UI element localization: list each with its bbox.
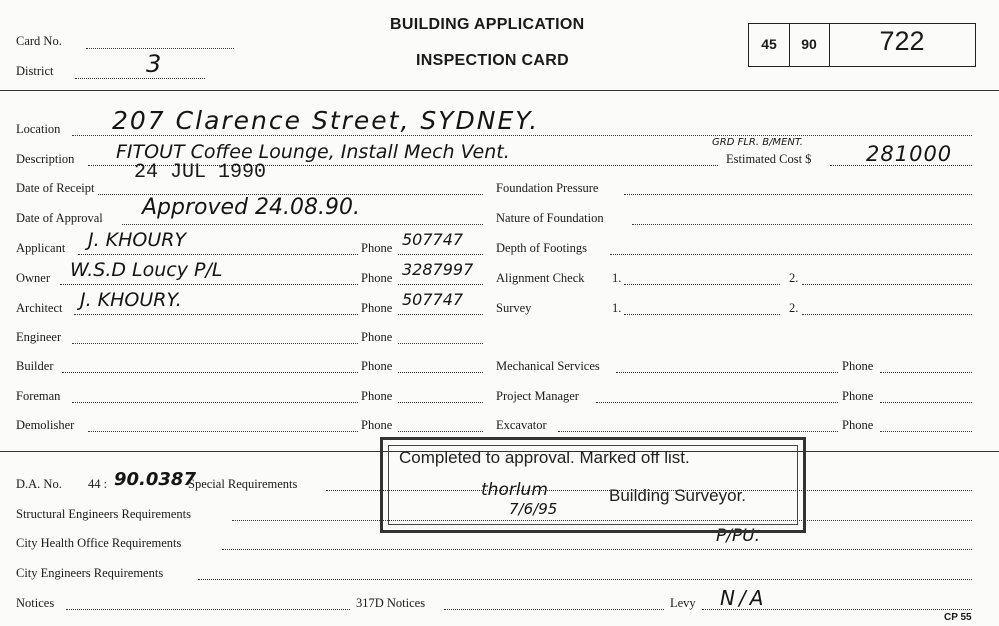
levy-label: Levy <box>670 596 696 610</box>
mechanical-phone-label: Phone <box>842 359 874 373</box>
date-approval-line <box>122 224 483 225</box>
nature-foundation-label: Nature of Foundation <box>496 211 604 225</box>
district-line <box>75 78 205 79</box>
architect-phone-label: Phone <box>361 301 393 315</box>
location-value: 207 Clarence Street, SYDNEY. <box>112 106 540 135</box>
engineer-line <box>72 343 358 344</box>
location-label: Location <box>16 122 61 136</box>
builder-label: Builder <box>16 359 54 373</box>
builder-phone-line <box>398 372 483 373</box>
alignment-num2: 2. <box>789 271 799 285</box>
district-value: 3 <box>146 50 162 78</box>
stamp-line2: Building Surveyor. <box>609 486 747 505</box>
survey-line2 <box>802 314 972 315</box>
ppu-note: P/PU. <box>716 526 761 546</box>
notices-317d-line <box>444 609 664 610</box>
title-line2: INSPECTION CARD <box>416 52 569 69</box>
architect-phone: 507747 <box>402 290 464 309</box>
box-number: 722 <box>879 26 925 56</box>
project-manager-label: Project Manager <box>496 389 579 403</box>
excavator-line <box>558 431 838 432</box>
form-code: CP 55 <box>944 612 972 623</box>
nature-foundation-line <box>632 224 972 225</box>
date-approval-value: Approved 24.08.90. <box>142 195 360 220</box>
architect-phone-line <box>398 314 483 315</box>
excavator-label: Excavator <box>496 418 547 432</box>
structural-label: Structural Engineers Requirements <box>16 507 191 521</box>
survey-line1 <box>624 314 780 315</box>
notices-label: Notices <box>16 596 55 610</box>
foreman-phone-label: Phone <box>361 389 393 403</box>
health-line <box>222 549 972 550</box>
applicant-phone-label: Phone <box>361 241 393 255</box>
title-line1: BUILDING APPLICATION <box>390 16 585 33</box>
foundation-pressure-label: Foundation Pressure <box>496 181 599 195</box>
foreman-phone-line <box>398 402 483 403</box>
engineer-phone-label: Phone <box>361 330 393 344</box>
date-approval-label: Date of Approval <box>16 211 103 225</box>
foreman-line <box>72 402 358 403</box>
project-manager-phone-label: Phone <box>842 389 874 403</box>
demolisher-phone-line <box>398 431 483 432</box>
applicant-phone-line <box>398 254 483 255</box>
box-code1: 45 <box>761 36 777 52</box>
architect-value: J. KHOURY. <box>80 289 182 311</box>
depth-footings-label: Depth of Footings <box>496 241 587 255</box>
survey-num2: 2. <box>789 301 799 315</box>
applicant-label: Applicant <box>16 241 66 255</box>
engineer-phone-line <box>398 343 483 344</box>
city-eng-label: City Engineers Requirements <box>16 566 164 580</box>
stamp-line1: Completed to approval. Marked off list. <box>399 448 690 467</box>
alignment-line2 <box>802 284 972 285</box>
levy-value: N/A <box>720 586 768 610</box>
project-manager-line <box>596 402 838 403</box>
owner-label: Owner <box>16 271 51 285</box>
date-receipt-label: Date of Receipt <box>16 181 95 195</box>
box-code2: 90 <box>801 36 817 52</box>
estimated-cost-value: 281000 <box>866 142 953 166</box>
alignment-check-label: Alignment Check <box>496 271 585 285</box>
da-value: 90.0387 <box>114 469 196 490</box>
excavator-phone-label: Phone <box>842 418 874 432</box>
excavator-phone-line <box>880 431 972 432</box>
alignment-line1 <box>624 284 780 285</box>
alignment-num1: 1. <box>612 271 622 285</box>
applicant-line <box>78 254 358 255</box>
architect-line <box>74 314 358 315</box>
demolisher-line <box>88 431 358 432</box>
district-label: District <box>16 64 54 78</box>
location-line <box>72 135 972 136</box>
depth-footings-line <box>610 254 972 255</box>
owner-value: W.S.D Loucy P/L <box>70 259 223 281</box>
notices-317d-label: 317D Notices <box>356 596 426 610</box>
architect-label: Architect <box>16 301 63 315</box>
health-label: City Health Office Requirements <box>16 536 182 550</box>
notices-line <box>66 609 350 610</box>
stamp-date: 7/6/95 <box>509 500 558 518</box>
builder-phone-label: Phone <box>361 359 393 373</box>
description-value: FITOUT Coffee Lounge, Install Mech Vent. <box>116 141 510 163</box>
description-label: Description <box>16 152 75 166</box>
stamp-signature: thorlum <box>481 480 548 500</box>
date-receipt-stamp: 24 JUL 1990 <box>134 161 267 184</box>
header-divider <box>0 90 999 91</box>
demolisher-label: Demolisher <box>16 418 75 432</box>
estimated-cost-label: Estimated Cost $ <box>726 152 812 166</box>
owner-phone-label: Phone <box>361 271 393 285</box>
applicant-phone: 507747 <box>402 230 464 249</box>
engineer-label: Engineer <box>16 330 62 344</box>
mechanical-line <box>616 372 838 373</box>
da-no-label: D.A. No. <box>16 477 62 491</box>
project-manager-phone-line <box>880 402 972 403</box>
foundation-pressure-line <box>624 194 972 195</box>
owner-phone: 3287997 <box>402 260 474 279</box>
card-no-label: Card No. <box>16 34 62 48</box>
completion-stamp <box>380 437 806 533</box>
owner-phone-line <box>398 284 483 285</box>
card-number-box <box>748 23 976 67</box>
applicant-value: J. KHOURY <box>88 229 187 251</box>
mechanical-phone-line <box>880 372 972 373</box>
card-no-line <box>86 48 234 49</box>
mechanical-label: Mechanical Services <box>496 359 600 373</box>
foreman-label: Foreman <box>16 389 61 403</box>
city-eng-line <box>198 579 972 580</box>
special-req-label: Special Requirements <box>188 477 298 491</box>
builder-line <box>62 372 358 373</box>
da-prefix: 44 : <box>88 477 108 491</box>
demolisher-phone-label: Phone <box>361 418 393 432</box>
survey-label: Survey <box>496 301 532 315</box>
description-note: GRD FLR. B/MENT. <box>712 137 803 148</box>
owner-line <box>60 284 358 285</box>
survey-num1: 1. <box>612 301 622 315</box>
